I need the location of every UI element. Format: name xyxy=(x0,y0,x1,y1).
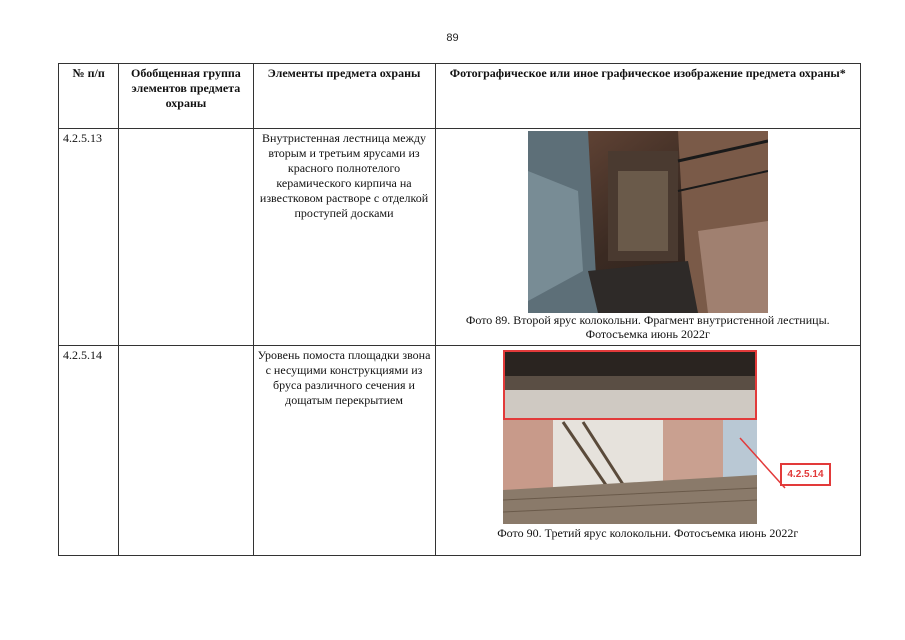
protection-table xyxy=(58,63,861,556)
header-elements: Элементы предмета охраны xyxy=(253,64,435,129)
photo-90-wrapper xyxy=(440,348,849,526)
photo-89 xyxy=(528,131,768,313)
row-element: Внутристенная лестница между вторым и третьим ярусами из красного полнотелого керамического кирпича на известковом растворе с отделкой проступей досками xyxy=(253,129,435,346)
row-photo-cell xyxy=(435,129,860,346)
row-group xyxy=(119,129,253,346)
table-row xyxy=(59,346,861,556)
table-header-row xyxy=(59,64,861,129)
row-element: Уровень помоста площадки звона с несущими конструкциями из бруса различного сечения и дощатым перекрытием xyxy=(253,346,435,556)
photo-caption: Фото 90. Третий ярус колокольни. Фотосъемка июнь 2022г xyxy=(497,526,799,540)
photo-caption: Фото 89. Второй ярус колокольни. Фрагмент внутристенной лестницы. Фотосъемка июнь 2022г xyxy=(465,313,830,341)
page-number: 89 xyxy=(446,32,459,44)
row-number: 4.2.5.13 xyxy=(59,129,119,346)
element-tag: 4.2.5.14 xyxy=(780,463,830,486)
header-number: № п/п xyxy=(59,64,119,129)
header-image: Фотографическое или иное графическое изображение предмета охраны* xyxy=(435,64,860,129)
header-group: Обобщенная группа элементов предмета охраны xyxy=(119,64,253,129)
stairwell-photo xyxy=(528,131,768,313)
table-row xyxy=(59,129,861,346)
row-photo-cell xyxy=(435,346,860,556)
row-group xyxy=(119,346,253,556)
row-number: 4.2.5.14 xyxy=(59,346,119,556)
photo-90 xyxy=(503,350,757,524)
highlight-frame xyxy=(503,350,757,420)
